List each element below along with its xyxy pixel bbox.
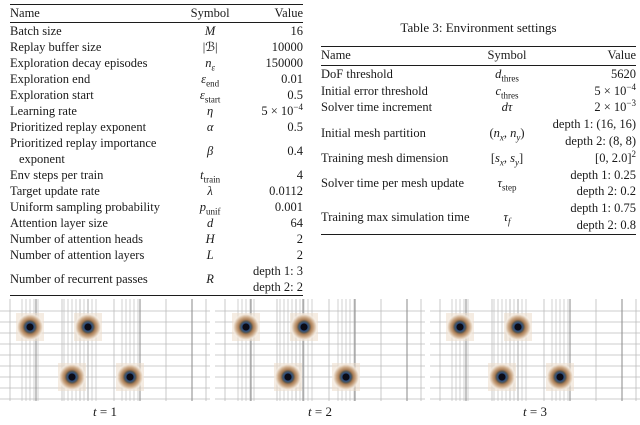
column-header-name: Name xyxy=(321,47,471,66)
param-name: Learning rate xyxy=(10,104,77,118)
heat-spot-core xyxy=(285,374,292,381)
param-value: 0.0112 xyxy=(269,184,303,198)
param-name: Exploration end xyxy=(10,72,91,86)
param-value: $5 \times 10^{-4}$ xyxy=(594,81,636,98)
param-symbol: α xyxy=(206,120,214,134)
heat-spot-core xyxy=(127,374,134,381)
param-value: depth 1: 0.25 depth 2: 0.2 xyxy=(570,167,636,199)
panel-time-label: t = 2 xyxy=(308,404,332,419)
param-value: depth 1: 3 depth 2: 2 xyxy=(253,264,303,294)
param-symbol: $p_{unif}$ xyxy=(199,200,221,217)
param-symbol: $\varepsilon_{start}$ xyxy=(199,88,221,105)
param-name: Uniform sampling probability xyxy=(10,200,160,214)
param-symbol: $t_{train}$ xyxy=(200,168,221,185)
param-name: Training max simulation time xyxy=(321,209,470,224)
param-name: Attention layer size xyxy=(10,216,108,230)
param-name: Batch size xyxy=(10,24,62,38)
mesh-panel-labels xyxy=(0,404,640,420)
param-name: Target update rate xyxy=(10,184,100,198)
heat-spot-core xyxy=(557,374,564,381)
param-symbol: $\tau_f$ xyxy=(503,209,511,227)
table-row xyxy=(10,215,303,231)
heat-spot-core xyxy=(27,324,34,331)
param-name: Env steps per train xyxy=(10,168,104,182)
param-value: [0, 2.0]$^2$ xyxy=(595,148,636,165)
table-row xyxy=(10,23,303,40)
param-name: Number of attention layers xyxy=(10,248,145,262)
param-symbol: λ xyxy=(207,184,213,198)
table-row xyxy=(321,65,636,82)
table-row xyxy=(321,167,636,201)
param-symbol: $d_{thres}$ xyxy=(495,66,519,84)
param-name: Solver time increment xyxy=(321,100,433,115)
mesh-panel xyxy=(0,299,210,401)
table-row xyxy=(10,55,303,71)
param-symbol: $\tau_{step}$ xyxy=(497,175,517,193)
heat-spot-core xyxy=(343,374,350,381)
heat-spot-core xyxy=(499,374,506,381)
panel-time-label: t = 1 xyxy=(93,404,117,419)
param-value: $2 \times 10^{-3}$ xyxy=(594,98,636,115)
param-symbol: $c_{thres}$ xyxy=(495,83,519,101)
param-value: 5620 xyxy=(611,66,636,81)
heat-spot-core xyxy=(515,324,522,331)
param-name: Replay buffer size xyxy=(10,40,102,54)
param-value: 2 xyxy=(296,248,303,262)
param-value: 0.5 xyxy=(287,88,303,102)
param-symbol: L xyxy=(206,248,214,262)
table-header-row xyxy=(321,47,636,66)
param-symbol: d xyxy=(207,216,214,230)
table-row xyxy=(321,83,636,100)
heat-spot-core xyxy=(69,374,76,381)
table-row xyxy=(321,200,636,234)
param-name: Initial error threshold xyxy=(321,83,428,98)
table-row xyxy=(321,150,636,167)
param-value: depth 1: 0.75 depth 2: 0.8 xyxy=(570,201,636,232)
param-value: 16 xyxy=(290,24,303,38)
param-name: Prioritized replay importance exponent xyxy=(10,136,157,166)
param-symbol: M xyxy=(204,24,216,38)
mesh-figure xyxy=(0,299,640,420)
param-value: 2 xyxy=(296,232,303,246)
table-row xyxy=(321,116,636,150)
table-row xyxy=(10,71,303,87)
table xyxy=(321,46,636,235)
table-caption: Table 3: Environment settings xyxy=(400,20,557,35)
mesh-panel-svg xyxy=(215,299,425,401)
column-header-value: Value xyxy=(543,47,636,66)
mesh-panel-svg xyxy=(430,299,640,401)
param-name: Prioritized replay exponent xyxy=(10,120,147,134)
heat-spot-core xyxy=(301,324,308,331)
environment-table xyxy=(321,20,636,235)
panel-time-label: t = 3 xyxy=(523,404,547,419)
heat-spot-core xyxy=(243,324,250,331)
param-symbol: R xyxy=(206,272,214,286)
table-row xyxy=(321,99,636,116)
param-name: Exploration start xyxy=(10,88,94,102)
param-name: Number of attention heads xyxy=(10,232,143,246)
param-symbol: dτ xyxy=(501,100,513,115)
table xyxy=(10,4,303,296)
param-value: 0.5 xyxy=(287,120,303,134)
table-row xyxy=(10,183,303,199)
param-value: 0.4 xyxy=(287,144,303,158)
heat-spot-core xyxy=(457,324,464,331)
table-row xyxy=(10,119,303,135)
column-header-name: Name xyxy=(10,5,185,23)
param-value: 150000 xyxy=(265,56,303,70)
param-value: $5 \times 10^{-4}$ xyxy=(261,101,303,118)
param-symbol: [$s_x$, $s_y$] xyxy=(490,150,524,168)
table-row xyxy=(10,247,303,263)
param-name: Solver time per mesh update xyxy=(321,175,465,190)
param-name: Number of recurrent passes xyxy=(10,272,148,286)
param-symbol: β xyxy=(207,144,214,158)
param-symbol: ($n_x$, $n_y$) xyxy=(489,125,525,143)
table-row xyxy=(10,231,303,247)
param-name: Exploration decay episodes xyxy=(10,56,148,70)
mesh-panel xyxy=(215,299,425,401)
param-symbol: η xyxy=(207,104,214,118)
param-value: 64 xyxy=(290,216,303,230)
table-row xyxy=(10,39,303,55)
param-symbol: |ℬ| xyxy=(202,40,218,54)
param-name: Training mesh dimension xyxy=(321,150,449,165)
column-header-symbol: Symbol xyxy=(471,47,543,66)
param-symbol: $\varepsilon_{end}$ xyxy=(201,72,220,89)
table-row xyxy=(10,167,303,183)
param-value: 4 xyxy=(296,168,303,182)
table-row xyxy=(10,135,303,167)
hyperparameters-table xyxy=(10,4,303,296)
param-name: DoF threshold xyxy=(321,66,393,81)
column-header-value: Value xyxy=(236,5,303,23)
table-row xyxy=(10,263,303,296)
param-value: depth 1: (16, 16) depth 2: (8, 8) xyxy=(552,117,636,148)
mesh-panel-svg xyxy=(0,299,210,401)
column-header-symbol: Symbol xyxy=(185,5,236,23)
table-header-row xyxy=(10,5,303,23)
heat-spot-core xyxy=(85,324,92,331)
table-row xyxy=(10,103,303,119)
table-row xyxy=(10,87,303,103)
mesh-panel xyxy=(430,299,640,401)
param-value: 0.001 xyxy=(274,200,303,214)
param-value: 0.01 xyxy=(281,72,303,86)
table-row xyxy=(10,199,303,215)
param-symbol: $n_\varepsilon$ xyxy=(205,56,216,73)
mesh-panels xyxy=(0,299,640,401)
param-name: Initial mesh partition xyxy=(321,125,426,140)
param-value: 10000 xyxy=(271,40,303,54)
param-symbol: H xyxy=(205,232,215,246)
